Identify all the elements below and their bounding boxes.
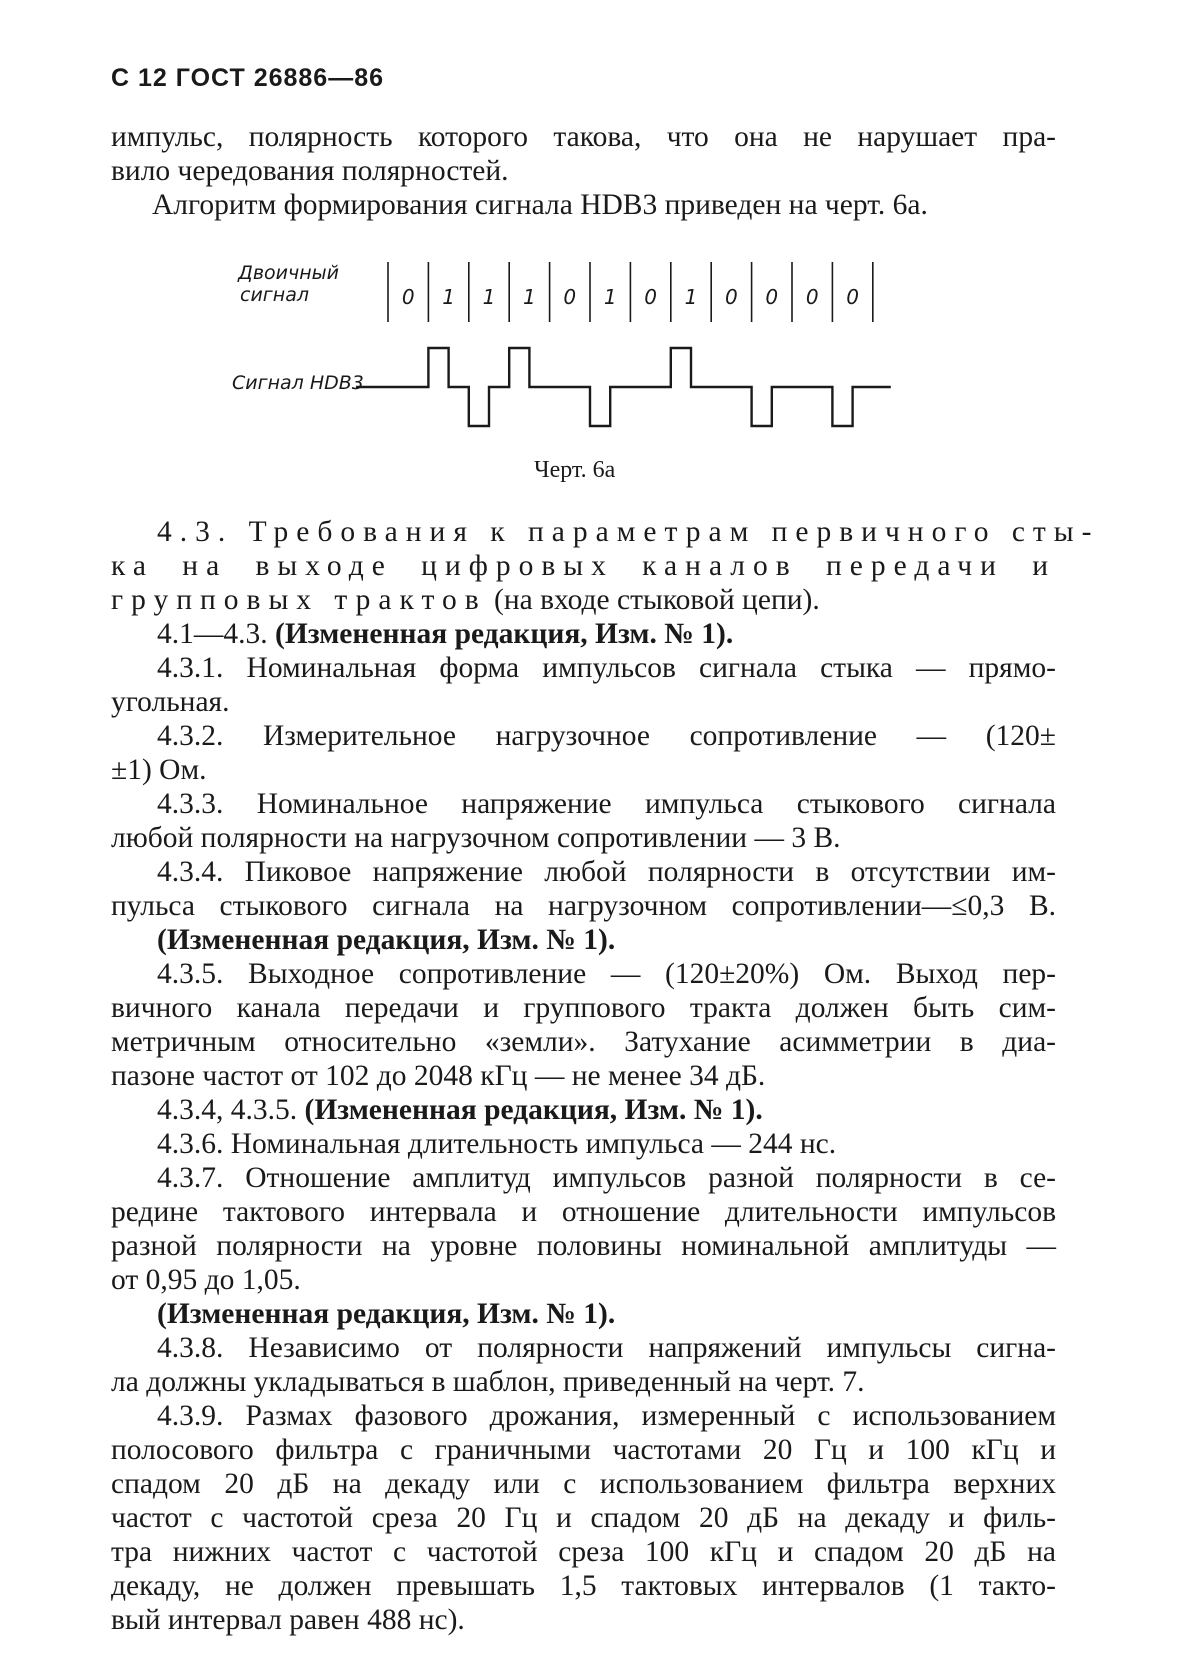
bit-value: 1 [523,285,536,309]
p438-line-2: ла должны укладываться в шаблон, приведенный на черт. 7. [111,1366,865,1398]
p431-line-1: 4.3.1. Номинальная форма импульсов сигнала стыка — прямо- [157,652,1056,684]
bit-value: 0 [563,285,577,309]
bit-value: 1 [684,285,698,309]
p435-line-3: метричным относительно «земли». Затухание асимметрии в диа- [111,1026,1056,1058]
sec43-amend [111,617,1102,651]
intro-line-2: вило чередования полярностей. [111,155,509,187]
sec43-line-1: 4.3. Требования к параметрам первичного сты- [157,516,1100,548]
p437-amend: (Измененная редакция, Изм. № 1). [157,1298,616,1330]
bit-value: 0 [401,285,415,309]
p436-line-1: 4.3.6. Номинальная длительность импульса — 244 нс. [157,1128,837,1160]
binary-signal-label-2: сигнал [240,284,309,306]
p435-amend-text: (Измененная редакция, Изм. № 1). [304,1094,763,1126]
p434-line-2: пульса стыкового сигнала на нагрузочном сопротивлении—≤0,3 В. [111,890,1056,922]
p439-line-3: спадом 20 дБ на декаду или с использованием фильтра верхних [111,1468,1056,1500]
p439-line-7: вый интервал равен 488 нс). [111,1604,465,1636]
p437-line-4: от 0,95 до 1,05. [111,1264,301,1296]
bit-value: 1 [603,285,617,309]
p438-line-1: 4.3.8. Независимо от полярности напряжений импульсы сигна- [157,1332,1056,1364]
sec43-line-3-rest: (на входе стыковой цепи). [486,584,820,616]
bit-value: 0 [725,285,738,309]
figure-caption: Черт. 6а [534,457,616,483]
bit-value: 0 [805,285,819,309]
bit-value: 1 [442,285,455,309]
p437-line-1: 4.3.7. Отношение амплитуд импульсов разной полярности в се- [157,1162,1056,1194]
p437-line-2: редине тактового интервала и отношение длительности импульсов [111,1196,1056,1228]
bit-value: 1 [482,285,496,309]
bit-value: 0 [846,285,859,309]
p437-line-3: разной полярности на уровне половины номинальной амплитуды — [111,1230,1056,1262]
p439-line-5: тра нижних частот с частотой среза 100 кГц и спадом 20 дБ на [111,1536,1056,1568]
hdb3-signal-label: Сигнал HDB3 [232,372,364,394]
intro-line-3: Алгоритм формирования сигнала HDB3 приведен на черт. 6а. [152,189,928,221]
p433-line-1: 4.3.3. Номинальное напряжение импульса стыкового сигнала [157,788,1056,820]
sec43-line-2: ка на выходе цифровых каналов передачи и [111,550,1056,582]
intro-line-1: импульс, полярность которого такова, что она не нарушает пра- [111,121,1056,153]
p434-amend: (Измененная редакция, Изм. № 1). [157,924,616,956]
p432-line-1: 4.3.2. Измерительное нагрузочное сопротивление — (120± [157,720,1056,752]
p435-line-1: 4.3.5. Выходное сопротивление — (120±20%) Ом. Выход пер- [157,958,1056,990]
p431-line-2: угольная. [111,686,230,718]
p439-line-6: декаду, не должен превышать 1,5 тактовых интервалов (1 такто- [111,1570,1056,1602]
p434-line-1: 4.3.4. Пиковое напряжение любой полярности в отсутствии им- [157,856,1056,888]
p439-line-4: частот с частотой среза 20 Гц и спадом 20 дБ на декаду и филь- [111,1502,1056,1534]
binary-signal-label-1: Двоичный [238,262,340,284]
p435-amend [111,1093,1102,1127]
p435-amend-ref: 4.3.4, 4.3.5. [157,1094,305,1126]
hdb3-diagram [0,0,1187,460]
sec43-amend-ref: 4.1—4.3. [157,618,275,650]
p432-line-2: ±1) Ом. [111,754,207,786]
p435-line-4: пазоне частот от 102 до 2048 кГц — не менее 34 дБ. [111,1060,766,1092]
bit-value: 0 [644,285,657,309]
p435-line-2: вичного канала передачи и группового тракта должен быть сим- [111,992,1056,1024]
sec43-amend-text: (Измененная редакция, Изм. № 1). [275,618,734,650]
bit-value: 0 [765,285,779,309]
sec43-line-3-spaced: групповых трактов [111,584,487,616]
p433-line-2: любой полярности на нагрузочном сопротивлении — 3 В. [111,822,841,854]
p439-line-2: полосового фильтра с граничными частотами 20 Гц и 100 кГц и [111,1434,1056,1466]
sec43-line-3 [111,583,1056,617]
page-header: С 12 ГОСТ 26886—86 [111,64,385,92]
p439-line-1: 4.3.9. Размах фазового дрожания, измеренный с использованием [157,1400,1056,1432]
hdb3-waveform [356,348,891,426]
